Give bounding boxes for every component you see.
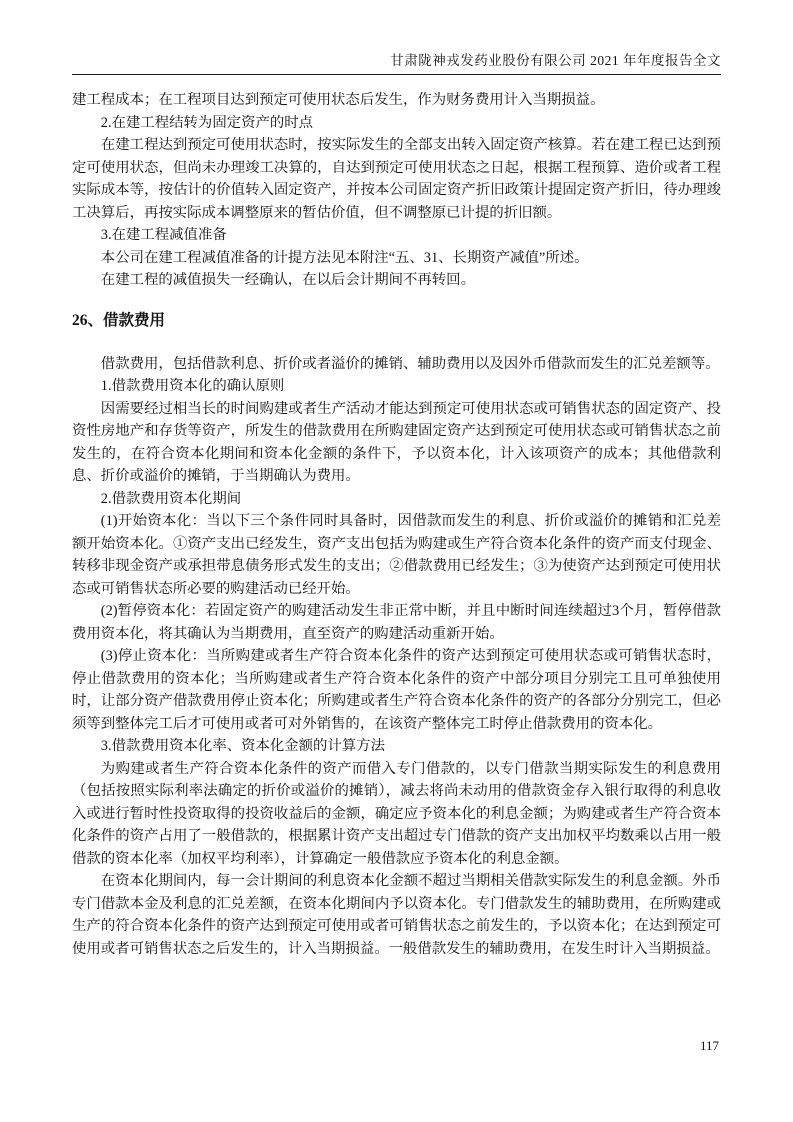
paragraph-cip-transfer-detail: 在建工程达到预定可使用状态时，按实际发生的全部支出转入固定资产核算。若在建工程已达到预定可使用状态，但尚未办理竣工决算的，自达到预定可使用状态之日起，根据工程预算、造价或者工程实际成本等，按估计的价值转入固定资产，并按本公司固定资产折旧政策计提固定资产折旧，待办理竣工决算后，再按实际成本调整原来的暂估价值，但不调整原已计提的折旧额。 <box>72 137 721 221</box>
paragraph-capitalization-limit: 在资本化期间内，每一会计期间的利息资本化金额不超过当期相关借款实际发生的利息金额。外币专门借款本金及利息的汇兑差额，在资本化期间内予以资本化。专门借款发生的辅助费用，在所购建或生产的符合资本化条件的资产达到预定可使用或者可销售状态之前发生的，予以资本化；在达到预定可使用或者可销售状态之后发生的，计入当期损益。一般借款发生的辅助费用，在发生时计入当期损益。 <box>72 873 721 957</box>
paragraph-capitalization-start: (1)开始资本化：当以下三个条件同时具备时，因借款而发生的利息、折价或溢价的摊销和汇兑差额开始资本化。①资产支出已经发生，资产支出包括为购建或生产符合资本化条件的资产而支付现金、转移非现金资产或承担带息债务形式发生的支出；②借款费用已经发生；③为使资产达到预定可使用状态或可销售状态所必要的购建活动已经开始。 <box>72 513 721 597</box>
paragraph-cip-impairment-no-reversal: 在建工程的减值损失一经确认，在以后会计期间不再转回。 <box>100 272 475 288</box>
paragraph-capitalization-stop: (3)停止资本化：当所购建或者生产符合资本化条件的资产达到预定可使用状态或可销售状态时，停止借款费用的资本化；当所购建或者生产符合资本化条件的资产中部分项目分别完工且可单独使用时，让部分资产借款费用停止资本化；所购建或者生产符合资本化条件的资产的各部分分别完工，但必须等到整体完工后才可使用或者可对外销售的，在该资产整体完工时停止借款费用的资本化。 <box>72 648 721 732</box>
paragraph-capitalization-suspend: (2)暂停资本化：若固定资产的购建活动发生非正常中断，并且中断时间连续超过3个月，暂停借款费用资本化，将其确认为当期费用，直至资产的购建活动重新开始。 <box>72 603 721 642</box>
paragraph-capitalization-period-title: 2.借款费用资本化期间 <box>100 490 242 507</box>
paragraph-capitalization-rate-title: 3.借款费用资本化率、资本化金额的计算方法 <box>100 738 386 754</box>
document-body <box>72 75 721 960</box>
paragraph-cip-impairment-title: 3.在建工程减值准备 <box>100 227 227 243</box>
header-title: 甘肃陇神戎发药业股份有限公司 2021 年年度报告全文 <box>390 53 721 68</box>
paragraph-capitalization-rate-detail: 为购建或者生产符合资本化条件的资产而借入专门借款的，以专门借款当期实际发生的利息费用（包括按照实际利率法确定的折价或溢价的摊销），减去将尚未动用的借款资金存入银行取得的利息收入或进行暂时性投资取得的投资收益后的金额，确定应予资本化的利息金额；为购建或者生产符合资本化条件的资产占用了一般借款的，根据累计资产支出超过专门借款的资产支出加权平均数乘以占用一般借款的资本化率（加权平均利率），计算确定一般借款应予资本化的利息金额。 <box>72 760 721 867</box>
page-header <box>72 0 721 75</box>
paragraph-capitalization-principle-title: 1.借款费用资本化的确认原则 <box>100 378 285 394</box>
paragraph-capitalization-principle-detail: 因需要经过相当长的时间购建或者生产活动才能达到预定可使用状态或可销售状态的固定资产、投资性房地产和存货等资产，所发生的借款费用在所购建固定资产达到预定可使用状态或可销售状态之前发生的，在符合资本化期间和资本化金额的条件下，予以资本化，计入该项资产的成本；其他借款利息、折价或溢价的摊销，于当期确认为费用。 <box>72 400 721 484</box>
section-heading-borrowing-costs: 26、借款费用 <box>72 311 166 329</box>
paragraph-construction-cost-continuation: 建工程成本；在工程项目达到预定可使用状态后发生，作为财务费用计入当期损益。 <box>72 92 605 108</box>
paragraph-cip-transfer-point: 2.在建工程结转为固定资产的时点 <box>100 114 314 131</box>
paragraph-borrowing-costs-definition: 借款费用，包括借款利息、折价或者溢价的摊销、辅助费用以及因外币借款而发生的汇兑差额等。 <box>100 355 720 372</box>
page-number: 117 <box>699 1038 719 1053</box>
paragraph-cip-impairment-method: 本公司在建工程减值准备的计提方法见本附注“五、31、长期资产减值”所述。 <box>100 249 589 266</box>
